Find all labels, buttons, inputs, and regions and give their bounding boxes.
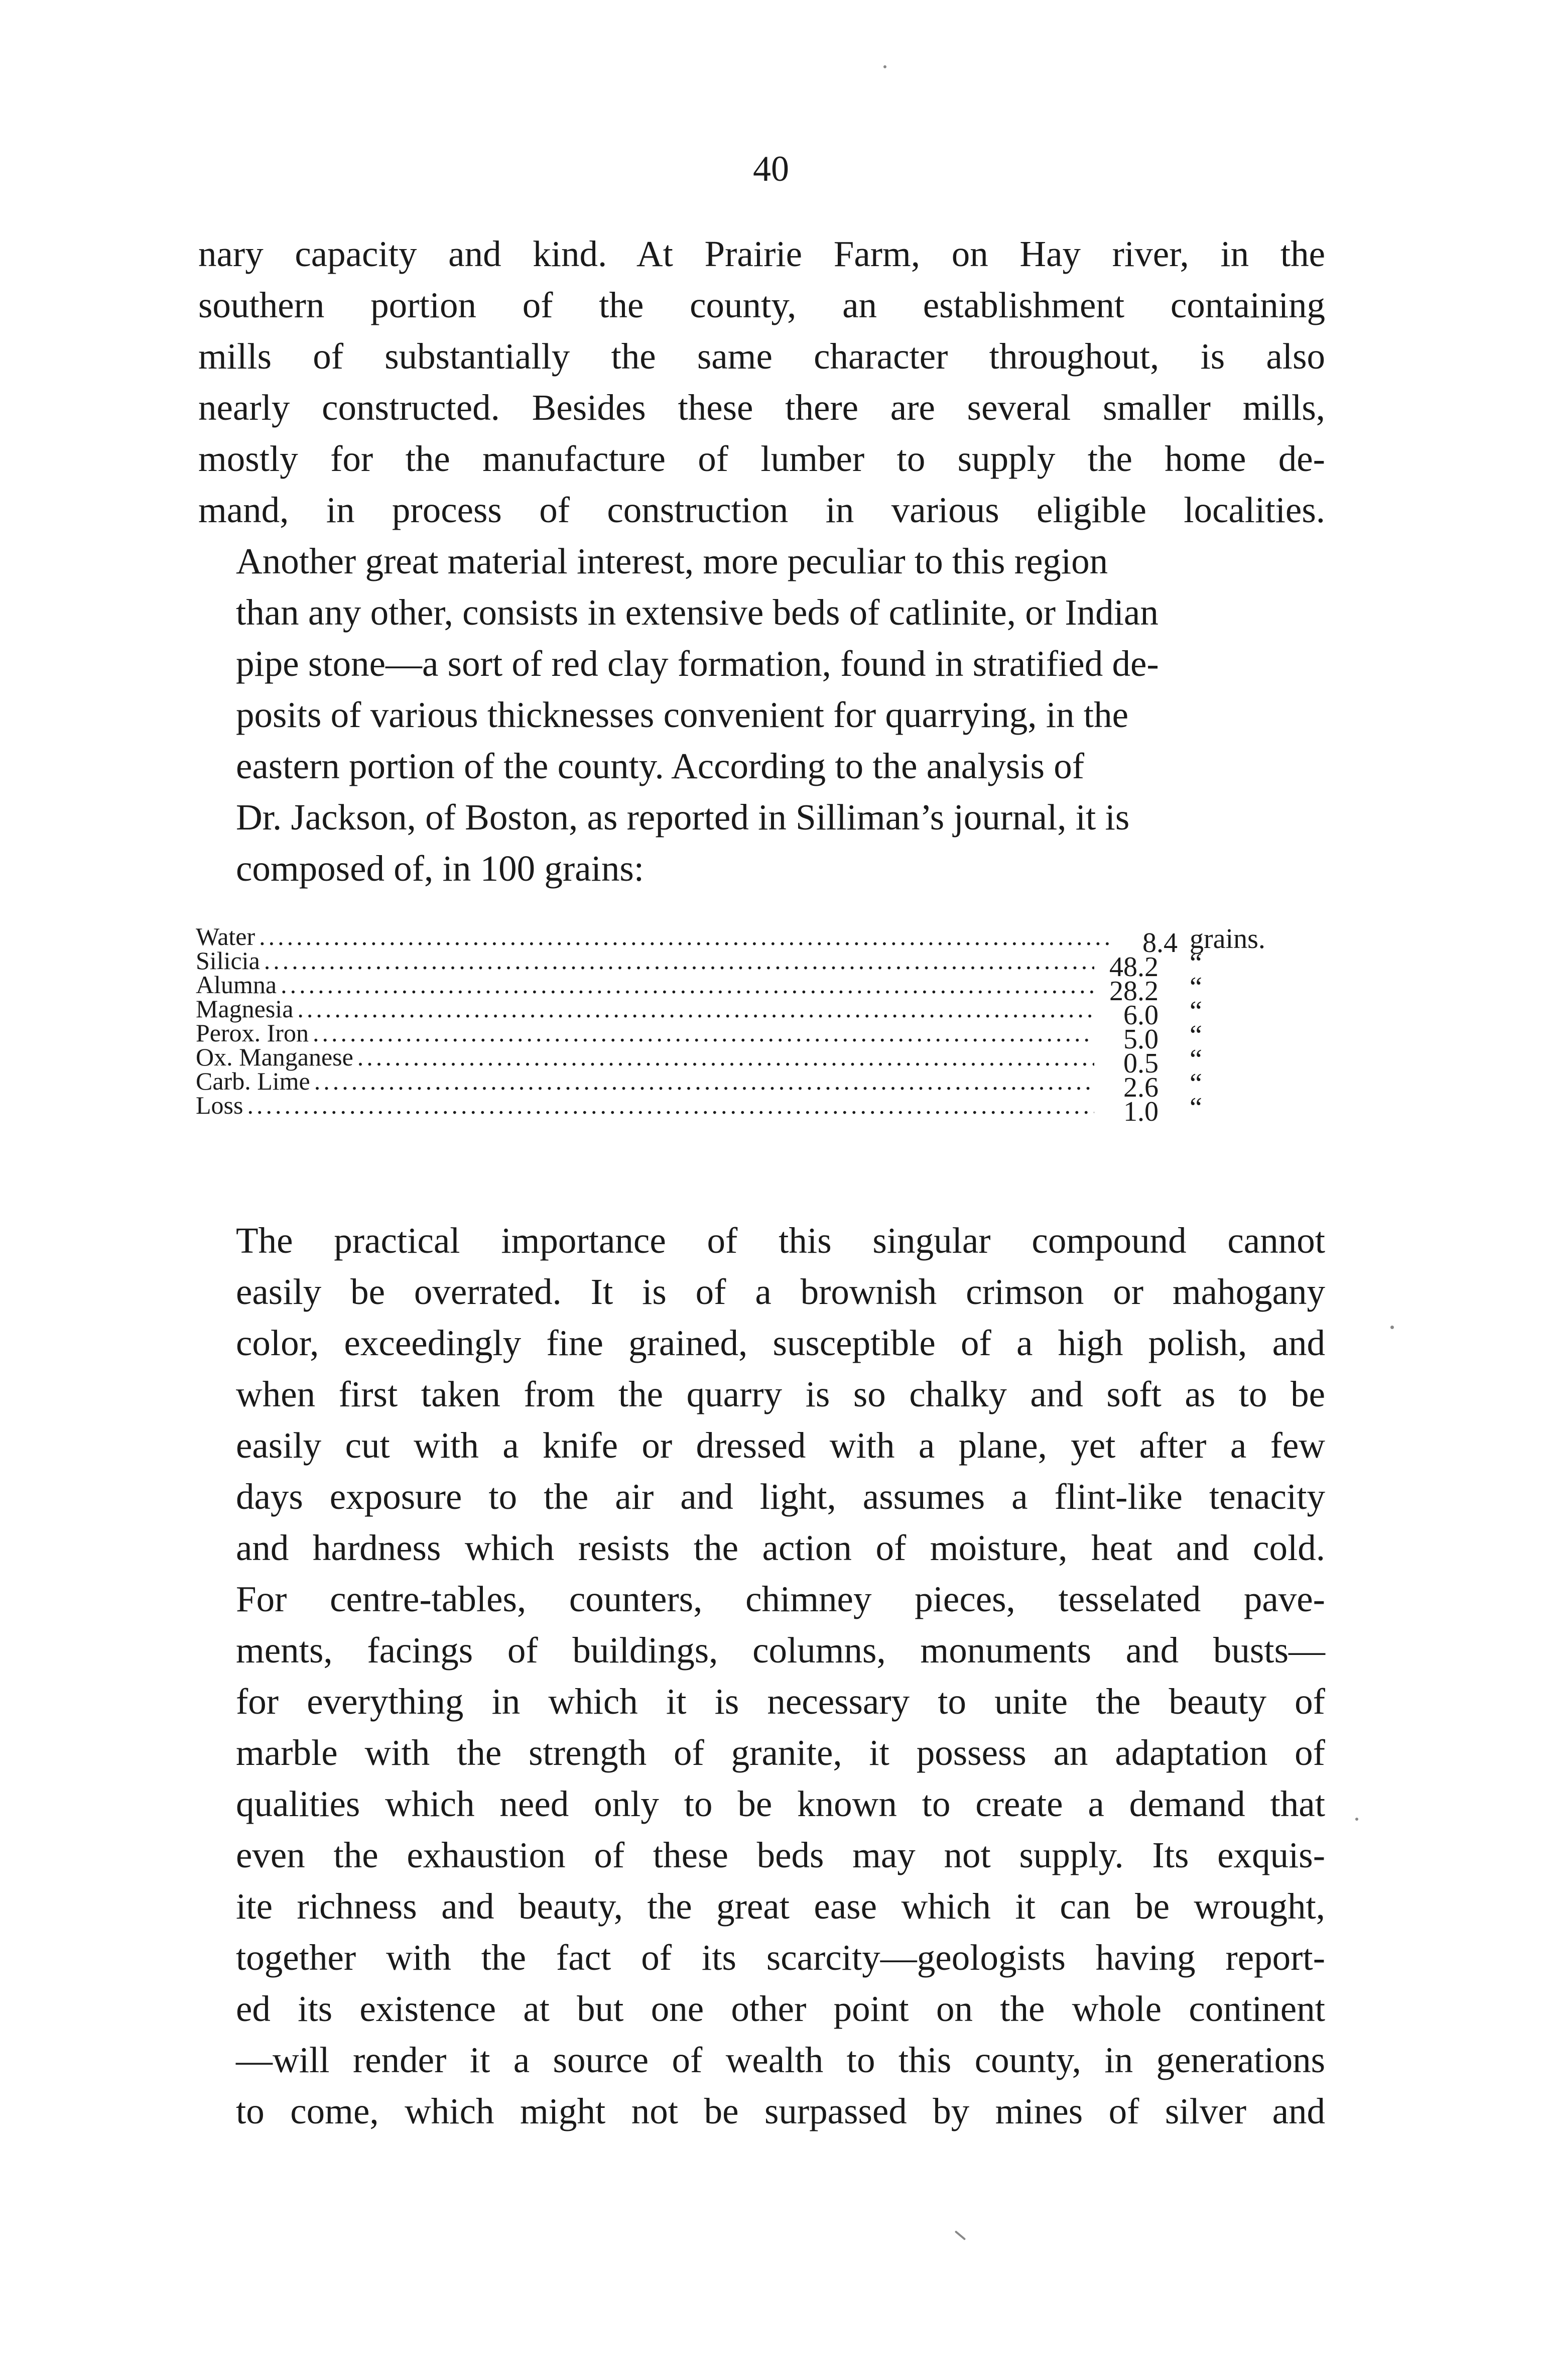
text-line: mills of substantially the same character throughout, is also (198, 336, 1325, 377)
text-line: to come, which might not be surpassed by mines of silver and (236, 2091, 1325, 2131)
text-line: days exposure to the air and light, assumes a flint-like tenacity (236, 1476, 1325, 1517)
analysis-row-water (196, 922, 1325, 959)
text-line: eastern portion of the county. According to the analysis of (236, 746, 1085, 786)
leader-dots (357, 1045, 1094, 1069)
component-unit: “ (1190, 972, 1202, 1003)
analysis-row-ox-manganese (196, 1043, 1325, 1079)
text-line: The practical importance of this singular compound cannot (236, 1220, 1325, 1261)
paragraph-mills (198, 228, 1325, 536)
text-line: than any other, consists in extensive beds of catlinite, or Indian (236, 592, 1159, 633)
text-line: composed of, in 100 grains: (236, 848, 645, 889)
component-name: Perox. Iron (196, 1019, 309, 1047)
component-name: Magnesia (196, 995, 294, 1023)
component-unit: “ (1190, 1092, 1202, 1123)
component-value: 1.0 (1123, 1096, 1159, 1127)
component-name: Water (196, 922, 255, 950)
text-line: posits of various thicknesses convenient for quarrying, in the (236, 694, 1128, 735)
component-unit: “ (1190, 996, 1202, 1027)
analysis-row-magnesia (196, 995, 1325, 1031)
text-line: mand, in process of construction in various eligible localities. (198, 490, 1325, 530)
leader-dots (259, 924, 1113, 948)
component-name: Ox. Manganese (196, 1043, 353, 1071)
text-line: together with the fact of its scarcity—geologists having report- (236, 1937, 1325, 1978)
component-unit: “ (1190, 947, 1202, 979)
text-line: ments, facings of buildings, columns, monuments and busts— (236, 1630, 1325, 1671)
body-text-bottom (198, 1215, 1325, 2137)
component-value: 5.0 (1123, 1024, 1159, 1055)
paper-speck (1390, 1326, 1394, 1329)
text-line: nary capacity and kind. At Prairie Farm, on Hay river, in the (198, 233, 1325, 274)
text-line: marble with the strength of granite, it possess an adaptation of (236, 1732, 1325, 1773)
text-line: qualities which need only to be known to create a demand that (236, 1783, 1325, 1824)
component-value: 6.0 (1123, 1000, 1159, 1031)
text-line: mostly for the manufacture of lumber to supply the home de- (198, 438, 1325, 479)
paper-speck (1355, 1818, 1358, 1821)
text-line: ite richness and beauty, the great ease which it can be wrought, (236, 1886, 1325, 1927)
body-text-top (198, 228, 1325, 894)
component-name: Loss (196, 1091, 243, 1119)
text-line: For centre-tables, counters, chimney pieces, tesselated pave- (236, 1579, 1325, 1619)
text-line: Another great material interest, more peculiar to this region (236, 541, 1108, 581)
leader-dots (247, 1093, 1094, 1117)
text-line: Dr. Jackson, of Boston, as reported in Silliman’s journal, it is (236, 797, 1130, 838)
component-unit: “ (1190, 1068, 1202, 1099)
analysis-row-alumna (196, 971, 1325, 1007)
component-value: 8.4 (1142, 927, 1178, 959)
analysis-row-perox-iron (196, 1019, 1325, 1055)
paragraph-importance (198, 1215, 1325, 2137)
paragraph-catlinite (198, 536, 1325, 894)
leader-dots (314, 1069, 1094, 1093)
analysis-row-carb-lime (196, 1067, 1325, 1103)
component-value: 48.2 (1109, 951, 1159, 983)
leader-dots (297, 997, 1094, 1021)
text-line: nearly constructed. Besides these there are several smaller mills, (198, 387, 1325, 428)
text-line: ed its existence at but one other point on the whole continent (236, 1988, 1325, 2029)
paper-speck (955, 2230, 966, 2240)
component-name: Alumna (196, 971, 277, 999)
text-line: for everything in which it is necessary to unite the beauty of (236, 1681, 1325, 1722)
component-name: Carb. Lime (196, 1067, 310, 1095)
text-line: —will render it a source of wealth to this county, in generations (236, 2040, 1325, 2080)
component-value: 2.6 (1123, 1072, 1159, 1103)
text-line: when first taken from the quarry is so chalky and soft as to be (236, 1374, 1325, 1414)
analysis-row-silicia (196, 946, 1325, 983)
component-unit: grains. (1190, 923, 1265, 955)
page-number: 40 (753, 149, 789, 189)
analysis-row-loss (196, 1091, 1325, 1127)
text-line: even the exhaustion of these beds may not supply. Its exquis- (236, 1835, 1325, 1875)
text-line: color, exceedingly fine grained, susceptible of a high polish, and (236, 1323, 1325, 1363)
analysis-table (196, 922, 1325, 1127)
text-line: easily be overrated. It is of a brownish crimson or mahogany (236, 1271, 1325, 1312)
leader-dots (313, 1021, 1094, 1045)
leader-dots (281, 973, 1094, 997)
text-line: easily cut with a knife or dressed with a plane, yet after a few (236, 1425, 1325, 1466)
text-line: pipe stone—a sort of red clay formation, found in stratified de- (236, 643, 1159, 684)
component-unit: “ (1190, 1044, 1202, 1075)
leader-dots (264, 948, 1094, 973)
component-value: 0.5 (1123, 1048, 1159, 1079)
text-line: and hardness which resists the action of moisture, heat and cold. (236, 1527, 1325, 1568)
text-line: southern portion of the county, an establishment containing (198, 285, 1325, 325)
component-name: Silicia (196, 946, 260, 975)
component-value: 28.2 (1109, 976, 1159, 1007)
paper-speck (883, 65, 886, 68)
component-unit: “ (1190, 1020, 1202, 1051)
